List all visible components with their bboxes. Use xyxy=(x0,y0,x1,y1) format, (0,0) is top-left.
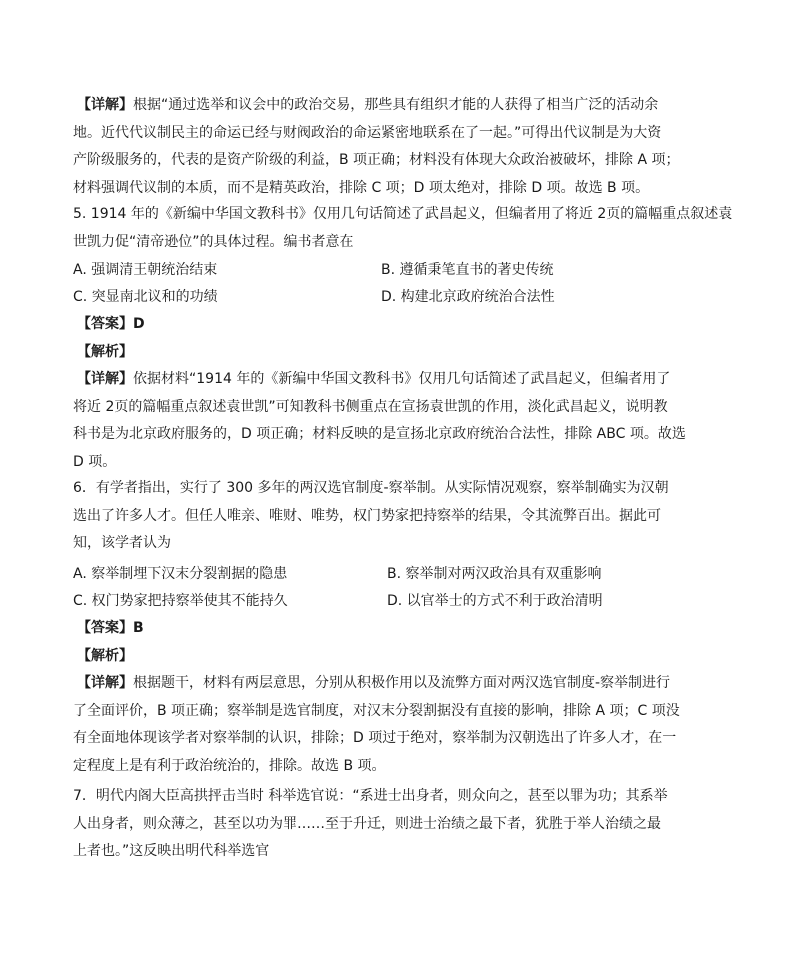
detail-line: 材料强调代议制的本质，而不是精英政治，排除 C 项；D 项太绝对，排除 D 项。故选 B 项。 xyxy=(73,179,650,196)
answer-label: 【答案】B xyxy=(77,620,144,636)
detail-line: 有全面地体现该学者对察举制的认识，排除；D 项过于绝对，察举制为汉朝选出了许多人才，在一 xyxy=(73,730,677,746)
stem-line: 人出身者，则众薄之，甚至以功为罪……至于升迁，则进士治绩之最下者，犹胜于举人治绩之最 xyxy=(73,815,661,832)
detail-line: 【详解】根据“通过选举和议会中的政治交易，那些具有组织才能的人获得了相当广泛的活动余 xyxy=(77,97,659,113)
option-row xyxy=(73,257,713,284)
option-row xyxy=(73,561,713,588)
detail-line: 科书是为北京政府服务的，D 项正确；材料反映的是宣扬北京政府统治合法性，排除 ABC 项。故选 xyxy=(73,426,686,442)
question-5-solution xyxy=(73,311,713,476)
question-7-stem xyxy=(73,783,713,866)
detail-line: 定程度上是有利于政治统治的，排除。故选 B 项。 xyxy=(73,757,386,774)
detail-paragraph-prev xyxy=(73,92,713,202)
detail-label: 【详解】 xyxy=(77,371,133,387)
question-6-options xyxy=(73,561,713,615)
detail-line: D 项。 xyxy=(73,453,117,470)
detail-line: 【详解】依据材料“1914 年的《新编中华国文教科书》仅用几句话简述了武昌起义，但编者用了 xyxy=(77,371,671,387)
option-b: B. 遵循秉笔直书的著史传统 xyxy=(381,262,554,278)
detail-label: 【详解】 xyxy=(77,675,133,691)
detail-line: 了全面评价，B 项正确；察举制是选官制度，对汉末分裂割据没有直接的影响，排除 A 项；C 项没 xyxy=(73,702,680,719)
option-c: C. 突显南北议和的功绩 xyxy=(73,289,218,305)
option-c: C. 权门势家把持察举使其不能持久 xyxy=(73,593,288,609)
detail-line: 产阶级服务的，代表的是资产阶级的利益，B 项正确；材料没有体现大众政治被破坏，排除 A 项； xyxy=(73,152,680,168)
stem-line: 世凯力促“清帝逊位”的具体过程。编书者意在 xyxy=(73,233,354,250)
option-a: A. 察举制埋下汉末分裂割据的隐患 xyxy=(73,566,288,582)
analysis-label: 【解析】 xyxy=(77,343,133,360)
analysis-label: 【解析】 xyxy=(77,647,133,664)
question-6-solution xyxy=(73,615,713,780)
detail-label: 【详解】 xyxy=(77,97,133,113)
stem-line: 上者也。”这反映出明代科举选官 xyxy=(73,843,270,859)
stem-line: 5. 1914 年的《新编中华国文教科书》仅用几句话简述了武昌起义，但编者用了将近 2页的篇幅重点叙述袁 xyxy=(73,206,733,222)
stem-line: 选出了许多人才。但任人唯亲、唯财、唯势，权门势家把持察举的结果，令其流弊百出。据此可 xyxy=(73,507,661,524)
option-row xyxy=(73,284,713,311)
question-5-stem xyxy=(73,201,733,256)
stem-line: 知，该学者认为 xyxy=(73,535,171,551)
option-row xyxy=(73,588,713,615)
stem-line: 7．明代内阁大臣高拱抨击当时 科举选官说：“系进士出身者，则众向之，甚至以罪为功；其系举 xyxy=(73,788,668,804)
detail-line: 【详解】根据题干，材料有两层意思，分别从积极作用以及流弊方面对两汉选官制度-察举制进行 xyxy=(77,675,671,691)
question-5-options xyxy=(73,257,713,311)
detail-line: 地。近代代议制民主的命运已经与财阀政治的命运紧密地联系在了一起。”可得出代议制是为大资 xyxy=(73,124,662,141)
answer-label: 【答案】D xyxy=(77,316,145,332)
question-6-stem xyxy=(73,475,713,558)
detail-line: 将近 2页的篇幅重点叙述袁世凯”可知教科书侧重点在宣扬袁世凯的作用，淡化武昌起义，说明教 xyxy=(73,398,668,415)
option-b: B. 察举制对两汉政治具有双重影响 xyxy=(387,566,602,582)
stem-line: 6．有学者指出，实行了 300 多年的两汉选官制度-察举制。从实际情况观察，察举制确实为汉朝 xyxy=(73,480,669,496)
option-a: A. 强调清王朝统治结束 xyxy=(73,262,218,278)
option-d: D. 构建北京政府统治合法性 xyxy=(381,289,555,305)
option-d: D. 以官举士的方式不利于政治清明 xyxy=(387,593,603,609)
